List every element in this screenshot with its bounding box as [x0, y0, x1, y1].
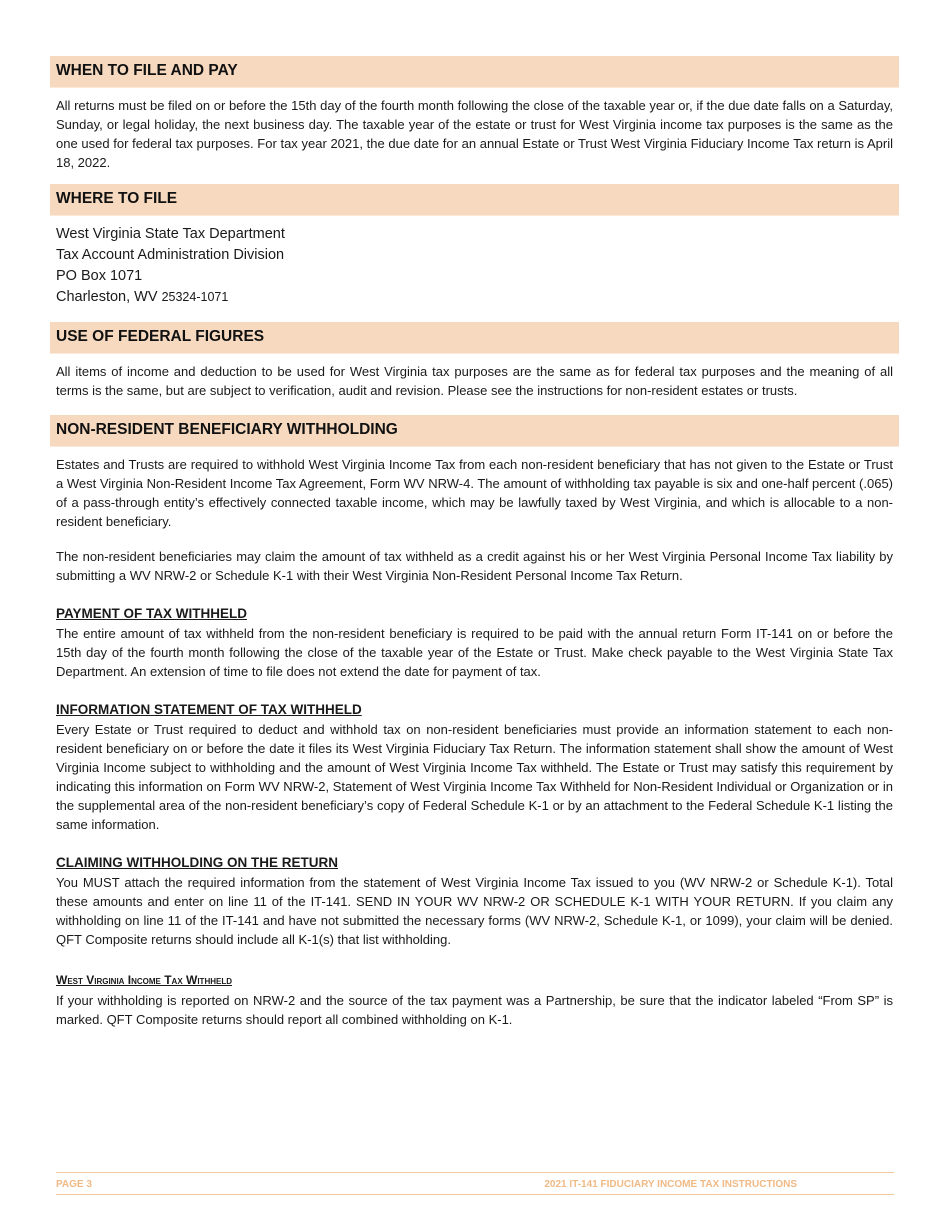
claiming-heading: CLAIMING WITHHOLDING ON THE RETURN	[56, 855, 338, 870]
address-zip: 25324-1071	[161, 290, 229, 304]
when-to-file-paragraph: All returns must be filed on or before the 15th day of the fourth month following the close of the taxable year or, if the due date falls on a Saturday, Sunday, or legal holiday, the next business day. The taxable year of the estate or trust for West Virginia income tax purposes is the same as the one used for federal tax purposes. For tax year 2021, the due date for an annual Estate or Trust West Virginia Fiduciary Income Tax return is April 18, 2022.	[56, 98, 893, 170]
section-heading-federal-figures: USE OF FEDERAL FIGURES	[50, 322, 899, 354]
mailing-address	[50, 224, 899, 308]
address-city-line	[56, 287, 893, 308]
section-heading-when-to-file: WHEN TO FILE AND PAY	[50, 56, 899, 88]
page-footer	[56, 1172, 894, 1195]
nonresident-paragraph-2: The non-resident beneficiaries may claim the amount of tax withheld as a credit against his or her West Virginia Personal Income Tax liability by submitting a WV NRW-2 or Schedule K-1 with their West Virginia Non-Resident Personal Income Tax Return.	[56, 549, 893, 583]
claiming-paragraph: You MUST attach the required information from the statement of West Virginia Income Tax issued to you (WV NRW-2 or Schedule K-1). Total these amounts and enter on line 11 of the IT-141. SEND IN YOUR WV NRW-2 OR SCHEDULE K-1 WITH YOUR RETURN. If you claim any withholding on line 11 of the IT-141 and have not submitted the necessary forms (WV NRW-2, Schedule K-1, or 1099), your claim will be denied. QFT Composite returns should include all K-1(s) that list withholding.	[56, 875, 893, 947]
wv-withheld-paragraph: If your withholding is reported on NRW-2 and the source of the tax payment was a Partnership, be sure that the indicator labeled “From SP” is marked. QFT Composite returns should report all combined withholding on K-1.	[56, 993, 893, 1027]
footer-document-title: 2021 IT-141 FIDUCIARY INCOME TAX INSTRUCTIONS	[544, 1179, 797, 1190]
info-statement-heading: INFORMATION STATEMENT OF TAX WITHHELD	[56, 702, 362, 717]
nonresident-paragraph-1: Estates and Trusts are required to withhold West Virginia Income Tax from each non-resident beneficiary that has not given to the Estate or Trust a West Virginia Non-Resident Income Tax Agreement, Form WV NRW-4. The amount of withholding tax payable is six and one-half percent (.065) of a pass-through entity’s effectively connected taxable income, which may be lawfully taxed by West Virginia, and which is allocable to a non-resident beneficiary.	[56, 457, 893, 529]
section-heading-nonresident-withholding: NON-RESIDENT BENEFICIARY WITHHOLDING	[50, 415, 899, 447]
footer-page-number: PAGE 3	[56, 1179, 92, 1190]
info-statement-paragraph: Every Estate or Trust required to deduct and withhold tax on non-resident beneficiaries must provide an information statement to each non-resident beneficiary on or before the date it files its West Virginia Fiduciary Tax Return. The information statement shall show the amount of West Virginia Income subject to withholding and the amount of West Virginia Income Tax withheld. The Estate or Trust may satisfy this requirement by indicating this information on Form WV NRW-2, Statement of West Virginia Income Tax Withheld for Non-Resident Individual or Organization or in the supplemental area of the non-resident beneficiary’s copy of Federal Schedule K-1 or by an attachment to the Federal Schedule K-1 listing the same information.	[56, 722, 893, 832]
payment-heading: PAYMENT OF TAX WITHHELD	[56, 606, 247, 621]
address-line-2: Tax Account Administration Division	[56, 247, 285, 263]
payment-paragraph: The entire amount of tax withheld from the non-resident beneficiary is required to be paid with the annual return Form IT-141 on or before the 15th day of the fourth month following the close of the taxable year of the Estate or Trust. Make check payable to the West Virginia State Tax Department. An extension of time to file does not extend the date for payment of tax.	[56, 626, 893, 679]
section-heading-where-to-file: WHERE TO FILE	[50, 184, 899, 216]
address-city: Charleston, WV	[56, 289, 158, 305]
document-page	[50, 56, 899, 1029]
address-line-1: West Virginia State Tax Department	[56, 226, 285, 242]
address-line-3: PO Box 1071	[56, 268, 143, 284]
federal-figures-paragraph: All items of income and deduction to be used for West Virginia tax purposes are the same as for federal tax purposes and the meaning of all terms is the same, but are subject to verification, audit and revision. Please see the instructions for non-resident estates or trusts.	[56, 364, 893, 398]
wv-withheld-heading: West Virginia Income Tax Withheld	[56, 973, 232, 987]
